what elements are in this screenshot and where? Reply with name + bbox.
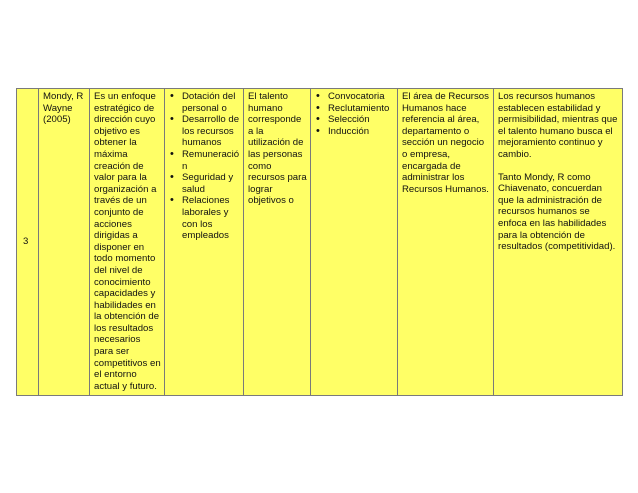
list-item: • Reclutamiento — [315, 103, 394, 115]
list-item: • Inducción — [315, 126, 394, 138]
row-number-cell: 3 — [17, 89, 39, 396]
comparison-table — [16, 88, 623, 396]
list-item: • Dotación del personal o — [169, 91, 240, 114]
definition-cell: Es un enfoque estratégico de dirección cuyo objetivo es obtener la máxima creación de valor para la organización a través de un conjunto de acciones dirigidas a disponer en todo momento del nivel de conocimiento capacidades y habilidades en la obtención de los resultados necesarios para ser competitivos en el entorno actual y futuro. — [90, 89, 165, 396]
conclusion-paragraph-1: Los recursos humanos establecen estabilidad y permisibilidad, mientras que el talento humano busca el mejoramiento continuo y cambio. — [498, 91, 618, 160]
processes-cell — [311, 89, 398, 396]
conclusion-cell — [494, 89, 623, 396]
author-cell: Mondy, R Wayne (2005) — [39, 89, 90, 396]
list-item: • Seguridad y salud — [169, 172, 240, 195]
list-item: • Remuneración — [169, 149, 240, 172]
list-item: • Relaciones laborales y con los empleados — [169, 195, 240, 241]
processes-list — [315, 91, 394, 137]
components-list — [169, 91, 240, 242]
list-item: • Convocatoria — [315, 91, 394, 103]
list-item: • Selección — [315, 114, 394, 126]
conclusion-paragraph-2: Tanto Mondy, R como Chiavenato, concuerdan que la administración de recursos humanos se enfoca en las habilidades para la obtención de resultados (competitividad). — [498, 171, 616, 253]
hr-area-cell: El área de Recursos Humanos hace referencia al área, departamento o sección un negocio o empresa, encargada de administrar los Recursos Humanos. — [398, 89, 494, 396]
table-row — [17, 89, 623, 396]
talent-cell: El talento humano corresponde a la utilización de las personas como recursos para lograr objetivos o — [244, 89, 311, 396]
components-cell — [165, 89, 244, 396]
list-item: • Desarrollo de los recursos humanos — [169, 114, 240, 149]
